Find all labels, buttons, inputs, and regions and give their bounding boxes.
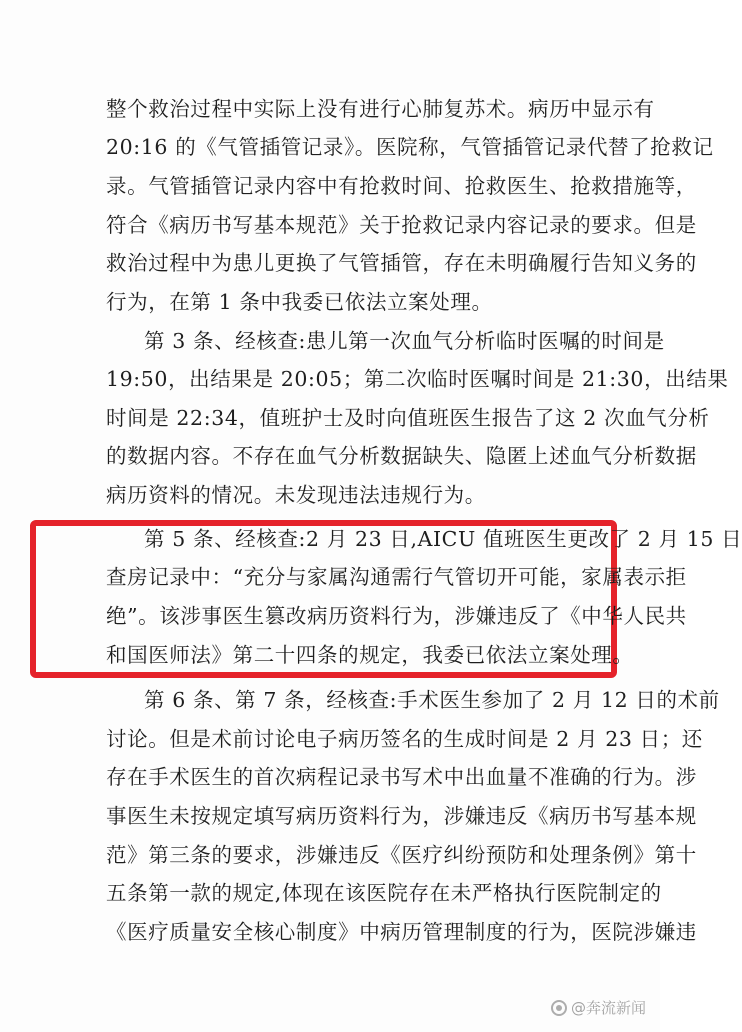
watermark-text: @奔流新闻 bbox=[570, 999, 646, 1017]
paragraph-start-line: 第 3 条、经核查:患儿第一次血气分析临时医嘱的时间是 bbox=[144, 329, 665, 353]
benliu-logo-icon bbox=[551, 1000, 567, 1016]
text-line: 讨论。但是术前讨论电子病历签名的生成时间是 2 月 23 日；还 bbox=[106, 727, 703, 751]
text-line: 《医疗质量安全核心制度》中病历管理制度的行为，医院涉嫌违 bbox=[106, 920, 697, 944]
source-watermark bbox=[551, 997, 646, 1018]
highlighted-text-line: 查房记录中：“充分与家属沟通需行气管切开可能，家属表示拒 bbox=[106, 565, 687, 589]
text-line: 录。气管插管记录内容中有抢救时间、抢救医生、抢救措施等， bbox=[106, 174, 697, 198]
text-line: 五条第一款的规定,体现在该医院存在未严格执行医院制定的 bbox=[106, 881, 662, 905]
paragraph-start-line: 第 6 条、第 7 条，经核查:手术医生参加了 2 月 12 日的术前 bbox=[144, 688, 720, 712]
text-line: 行为，在第 1 条中我委已依法立案处理。 bbox=[106, 290, 493, 314]
text-line: 救治过程中为患儿更换了气管插管，存在未明确履行告知义务的 bbox=[106, 251, 697, 275]
highlighted-text-line: 绝”。该涉事医生篡改病历资料行为，涉嫌违反了《中华人民共 bbox=[106, 604, 687, 628]
text-line: 存在手术医生的首次病程记录书写术中出血量不准确的行为。涉 bbox=[106, 765, 697, 789]
text-line: 符合《病历书写基本规范》关于抢救记录内容记录的要求。但是 bbox=[106, 213, 697, 237]
text-line: 整个救治过程中实际上没有进行心肺复苏术。病历中显示有 bbox=[106, 97, 655, 121]
text-line: 的数据内容。不存在血气分析数据缺失、隐匿上述血气分析数据 bbox=[106, 444, 697, 468]
text-line: 19:50，出结果是 20:05；第二次临时医嘱时间是 21:30，出结果 bbox=[106, 367, 729, 391]
highlighted-text-line: 和国医师法》第二十四条的规定，我委已依法立案处理。 bbox=[106, 643, 634, 667]
text-line: 病历资料的情况。未发现违法违规行为。 bbox=[106, 483, 486, 507]
highlighted-paragraph-start-line: 第 5 条、经核查:2 月 23 日,AICU 值班医生更改了 2 月 15 日 bbox=[144, 527, 742, 551]
text-line: 时间是 22:34，值班护士及时向值班医生报告了这 2 次血气分析 bbox=[106, 406, 710, 430]
text-line: 事医生未按规定填写病历资料行为，涉嫌违反《病历书写基本规 bbox=[106, 804, 697, 828]
text-line: 范》第三条的要求，涉嫌违反《医疗纠纷预防和处理条例》第十 bbox=[106, 843, 697, 867]
text-line: 20:16 的《气管插管记录》。医院称，气管插管记录代替了抢救记 bbox=[106, 135, 714, 159]
